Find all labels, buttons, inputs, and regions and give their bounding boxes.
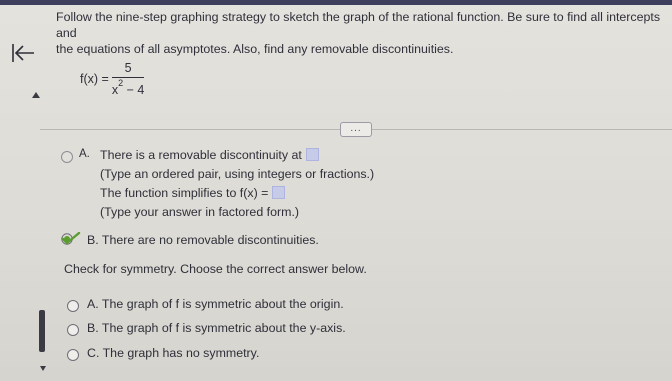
removable-option-a-label: There is a removable discontinuity at — [100, 148, 302, 162]
removable-option-a-radio[interactable] — [61, 151, 73, 163]
scroll-down-icon[interactable] — [40, 366, 46, 371]
function-fraction — [112, 61, 144, 97]
function-denominator — [112, 77, 144, 97]
instructions-line-2: the equations of all asymptotes. Also, find any removable discontinuities. — [56, 42, 454, 56]
removable-option-b[interactable]: B. There are no removable discontinuities. — [87, 233, 319, 247]
question-instructions — [56, 9, 668, 57]
removable-option-a-letter: A. — [79, 148, 90, 160]
function-numerator: 5 — [124, 61, 132, 75]
denominator-exponent: 2 — [118, 78, 124, 88]
denominator-rest: − 4 — [126, 83, 145, 98]
removable-option-a-hint-2: (Type your answer in factored form.) — [100, 205, 300, 219]
symmetry-prompt: Check for symmetry. Choose the correct answer below. — [64, 262, 367, 276]
simplified-function-box[interactable] — [272, 186, 285, 199]
symmetry-option-b-radio[interactable] — [67, 324, 79, 336]
removable-option-a-text — [100, 148, 319, 162]
removable-option-a-simplify — [100, 186, 285, 200]
symmetry-option-c[interactable]: C. The graph has no symmetry. — [87, 346, 260, 360]
discontinuity-answer-box[interactable] — [306, 148, 319, 161]
selected-check-icon[interactable] — [60, 232, 82, 246]
simplify-label: The function simplifies to f(x) = — [100, 186, 269, 200]
function-formula — [80, 61, 144, 97]
removable-option-a-hint-1: (Type an ordered pair, using integers or fractions.) — [100, 167, 375, 181]
scroll-up-icon[interactable] — [32, 92, 40, 98]
more-button[interactable]: ... — [340, 122, 372, 137]
scrollbar-thumb[interactable] — [39, 310, 45, 352]
function-lhs: f(x) = — [80, 72, 109, 87]
back-arrow-icon[interactable] — [10, 40, 36, 66]
symmetry-option-b[interactable]: B. The graph of f is symmetric about the y-axis. — [87, 321, 346, 335]
symmetry-option-c-radio[interactable] — [67, 349, 79, 361]
symmetry-option-a-radio[interactable] — [67, 300, 79, 312]
instructions-line-1: Follow the nine-step graphing strategy to sketch the graph of the rational function. Be sure to find all intercepts and — [56, 10, 661, 40]
symmetry-option-a[interactable]: A. The graph of f is symmetric about the origin. — [87, 297, 344, 311]
denominator-base: x — [111, 83, 119, 98]
